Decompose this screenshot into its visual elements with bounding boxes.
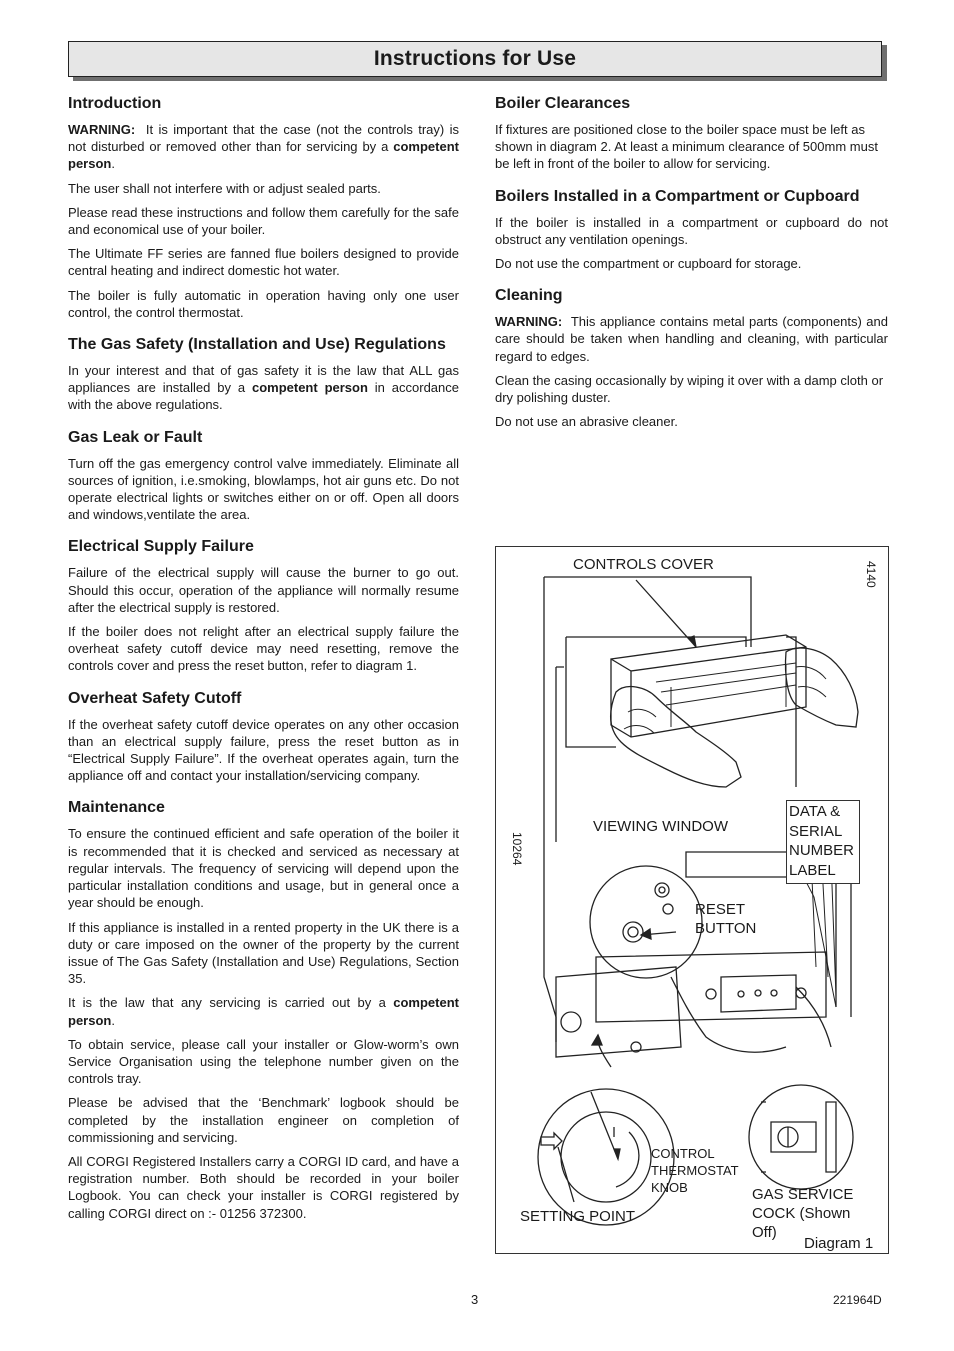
- label-control-2: THERMOSTAT: [651, 1163, 739, 1178]
- cleaning-p3: Do not use an abrasive cleaner.: [495, 414, 678, 430]
- competent-person: competent person: [68, 995, 459, 1028]
- label-setting-point: SETTING POINT: [520, 1208, 636, 1225]
- overheat-p1: If the overheat safety cutoff device operates on any other occasion than an electrical supply failure, press the reset button as in “Electrical Supply Failure”. If the overheat operates again, turn the appliance off and contact your installation/servicing company.: [68, 716, 459, 784]
- section-maintenance: [68, 797, 459, 1221]
- maintenance-p3: [68, 994, 459, 1028]
- heading-compartment: Boilers Installed in a Compartment or Cupboard: [495, 187, 860, 205]
- heading-introduction: Introduction: [68, 95, 162, 112]
- diagram-caption: Diagram 1: [804, 1235, 874, 1252]
- maintenance-p1: To ensure the continued efficient and safe operation of the boiler it is recommended that it is checked and serviced as necessary at regular intervals. The frequency of servicing will depend upon the particular installation conditions and usage, but in general once a year should be enough.: [68, 826, 459, 911]
- heading-electrical: Electrical Supply Failure: [68, 538, 254, 556]
- label-control-3: KNOB: [651, 1180, 688, 1195]
- warning-label: WARNING:: [495, 314, 563, 330]
- page-title-box: [68, 41, 882, 77]
- cleaning-warning: [495, 313, 888, 365]
- maintenance-p6: All CORGI Registered Installers carry a CORGI ID card, and have a registration number. Both should be recorded in your boiler Logbook. You can check your installer is CORGI registered by calling CORGI direct on :- 01256 372300.: [68, 1153, 459, 1221]
- code-top: 4140: [864, 561, 878, 588]
- text: .: [111, 1012, 115, 1028]
- section-overheat: [68, 688, 459, 785]
- data-label-line4: LABEL: [789, 861, 836, 879]
- maintenance-p5: Please be advised that the ‘Benchmark’ logbook should be completed by the installation engineer on completion of commissioning and servicing.: [68, 1095, 459, 1145]
- warning-text: It is important that the case (not the controls tray) is not disturbed or removed other than for servicing by a: [68, 122, 460, 155]
- intro-warning: [68, 121, 459, 173]
- maintenance-p2: If this appliance is installed in a rented property in the UK there is a duty or care imposed on the owner of the property by the current issue of The Gas Safety (Installation and Use) Regulations, Section 35.: [68, 919, 459, 987]
- label-gas-1: GAS SERVICE: [752, 1186, 854, 1203]
- electrical-p1: Failure of the electrical supply will cause the burner to go out. Should this occur, operation of the appliance will normally resume after the electrical supply is restored.: [68, 565, 459, 615]
- section-clearances: [495, 93, 888, 173]
- section-gas-leak: [68, 427, 459, 524]
- diagram-1: [495, 546, 889, 1254]
- heading-gas-leak: Gas Leak or Fault: [68, 428, 203, 446]
- data-label-line2: SERIAL: [789, 822, 843, 840]
- document-code: 221964D: [833, 1293, 882, 1307]
- competent-person: competent person: [251, 380, 368, 396]
- electrical-p2: If the boiler does not relight after an electrical supply failure the overheat safety cutoff device may need resetting, remove the controls cover and press the reset button, refer to diagram 1.: [68, 624, 459, 674]
- intro-p3: Please read these instructions and follow them carefully for the safe and economical use of your boiler.: [68, 204, 459, 238]
- heading-cleaning: Cleaning: [495, 287, 563, 305]
- compartment-p1: If the boiler is installed in a compartment or cupboard do not obstruct any ventilation openings.: [495, 214, 888, 247]
- clearances-p1: If fixtures are positioned close to the boiler space must be left as shown in diagram 2. At least a minimum clearance of 500mm must be left in front of the boiler to allow for servicing.: [495, 122, 878, 172]
- compartment-p2: Do not use the compartment or cupboard for storage.: [495, 256, 802, 272]
- heading-maintenance: Maintenance: [68, 799, 165, 817]
- label-controls-cover: CONTROLS COVER: [573, 556, 714, 573]
- left-column: [68, 93, 459, 1235]
- section-introduction: [68, 93, 459, 321]
- warning-text: This appliance contains metal parts (components) and care should be taken when handling and cleaning, with particular regard to edges.: [495, 314, 888, 364]
- heading-clearances: Boiler Clearances: [495, 95, 631, 112]
- cleaning-p2: Clean the casing occasionally by wiping it over with a damp cloth or dry polishing duster.: [495, 372, 884, 406]
- code-side: 10264: [510, 832, 524, 866]
- text: It is the law that any servicing is carried out by a: [68, 995, 394, 1011]
- label-reset-1: RESET: [695, 901, 746, 918]
- data-label-line1: DATA &: [789, 803, 841, 820]
- label-control-1: CONTROL: [651, 1146, 715, 1161]
- gas-leak-p1: Turn off the gas emergency control valve immediately. Eliminate all sources of ignition, i.e.smoking, blowlamps, hot air guns etc. Do not operate electrical lights or switches either on or off. Open all doors and windows,ventilate the area.: [68, 455, 459, 523]
- heading-gas-safety: The Gas Safety (Installation and Use) Regulations: [68, 336, 446, 354]
- label-reset-2: BUTTON: [695, 920, 757, 937]
- label-viewing-window: VIEWING WINDOW: [593, 818, 728, 835]
- warning-label: WARNING:: [68, 122, 136, 137]
- section-gas-safety: [68, 334, 459, 414]
- text: In your interest and that of gas safety it is the law that ALL gas appliances are installed by a: [68, 363, 459, 396]
- competent-person: competent person: [68, 139, 459, 172]
- page-title: Instructions for Use: [373, 47, 577, 70]
- text: in accordance with the above regulations.: [68, 380, 459, 413]
- label-gas-3: Off): [752, 1224, 777, 1241]
- intro-p5: The boiler is fully automatic in operation having only one user control, the control thermostat.: [68, 287, 459, 320]
- right-column: [495, 93, 888, 443]
- intro-p4: The Ultimate FF series are fanned flue boilers designed to provide central heating and indirect domestic hot water.: [68, 246, 459, 279]
- data-serial-label-box: [786, 800, 860, 884]
- intro-p2: The user shall not interfere with or adjust sealed parts.: [68, 180, 381, 196]
- gas-safety-p1: [68, 362, 459, 414]
- data-label-line3: NUMBER: [789, 842, 855, 859]
- section-electrical: [68, 536, 459, 674]
- heading-overheat: Overheat Safety Cutoff: [68, 689, 242, 707]
- section-compartment: [495, 186, 888, 273]
- page-number: 3: [471, 1292, 479, 1307]
- section-cleaning: [495, 285, 888, 430]
- period: .: [111, 156, 115, 172]
- maintenance-p4: To obtain service, please call your installer or Glow-worm’s own Service Organisation using the telephone number given on the controls tray.: [68, 1036, 459, 1087]
- label-gas-2: COCK (Shown: [752, 1205, 851, 1222]
